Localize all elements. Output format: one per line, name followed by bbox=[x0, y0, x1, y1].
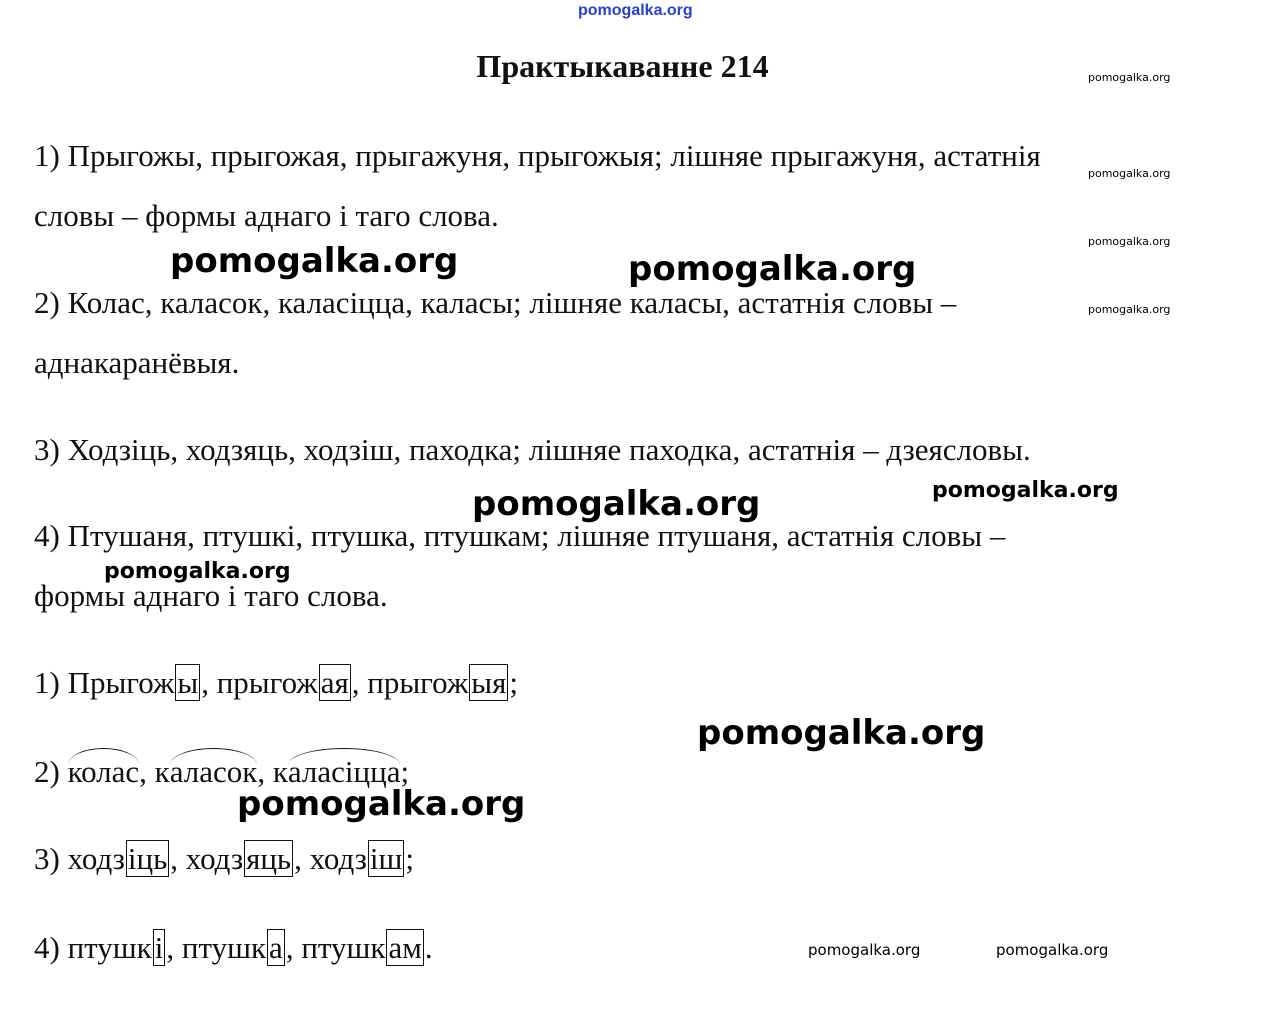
ending-box: яць bbox=[246, 841, 292, 876]
ending-box: іць bbox=[127, 841, 168, 876]
watermark-footer-1: pomogalka.org bbox=[808, 941, 921, 959]
watermark-medium-1: pomogalka.org bbox=[932, 478, 1119, 503]
watermark-large-1: pomogalka.org bbox=[170, 241, 459, 281]
analysis-row-1: 1) Прыгожы, прыгожая, прыгожыя; bbox=[34, 665, 518, 700]
text-line-1: 1) Прыгожы, прыгожая, прыгажуня, прыгожыя; лішняе прыгажуня, астатнія bbox=[34, 138, 1041, 173]
ending-box: ы bbox=[177, 665, 199, 700]
analysis-row-3: 3) ходзіць, ходзяць, ходзіш; bbox=[34, 841, 415, 876]
ending-box: а bbox=[269, 930, 283, 965]
watermark-small-2: pomogalka.org bbox=[1088, 167, 1171, 180]
watermark-top: pomogalka.org bbox=[578, 2, 693, 19]
ending-box: ыя bbox=[471, 665, 507, 700]
watermark-small-1: pomogalka.org bbox=[1088, 71, 1171, 84]
root-arc: аласіцца bbox=[287, 754, 401, 789]
ending-box: ая bbox=[320, 665, 349, 700]
page-title: Практыкаванне 214 bbox=[476, 48, 769, 84]
ending-box: іш bbox=[369, 841, 403, 876]
text-line-7: формы аднаго і таго слова. bbox=[34, 578, 388, 613]
watermark-footer-2: pomogalka.org bbox=[996, 941, 1109, 959]
text-line-2: словы – формы аднаго і таго слова. bbox=[34, 198, 499, 233]
watermark-medium-2: pomogalka.org bbox=[104, 559, 291, 584]
analysis-row-2: 2) колас, каласок, каласіцца; bbox=[34, 754, 410, 789]
text-line-6: 4) Птушаня, птушкі, птушка, птушкам; лішняе птушаня, астатнія словы – bbox=[34, 518, 1006, 553]
watermark-large-4: pomogalka.org bbox=[697, 713, 986, 753]
text-line-3: 2) Колас, каласок, каласіцца, каласы; лішняе каласы, астатнія словы – bbox=[34, 285, 957, 320]
watermark-large-3: pomogalka.org bbox=[472, 484, 761, 524]
watermark-small-4: pomogalka.org bbox=[1088, 303, 1171, 316]
ending-box: ам bbox=[388, 930, 422, 965]
ending-box: і bbox=[154, 930, 164, 965]
text-line-4: аднакаранёвыя. bbox=[34, 345, 240, 380]
analysis-row-4: 4) птушкі, птушка, птушкам. bbox=[34, 930, 433, 965]
watermark-large-2: pomogalka.org bbox=[628, 249, 917, 289]
watermark-small-3: pomogalka.org bbox=[1088, 235, 1171, 248]
watermark-large-5: pomogalka.org bbox=[237, 784, 526, 824]
root-arc: аласок bbox=[169, 754, 258, 789]
root-arc: колас bbox=[67, 754, 140, 789]
text-line-5: 3) Ходзіць, ходзяць, ходзіш, паходка; лішняе паходка, астатнія – дзеясловы. bbox=[34, 432, 1031, 467]
